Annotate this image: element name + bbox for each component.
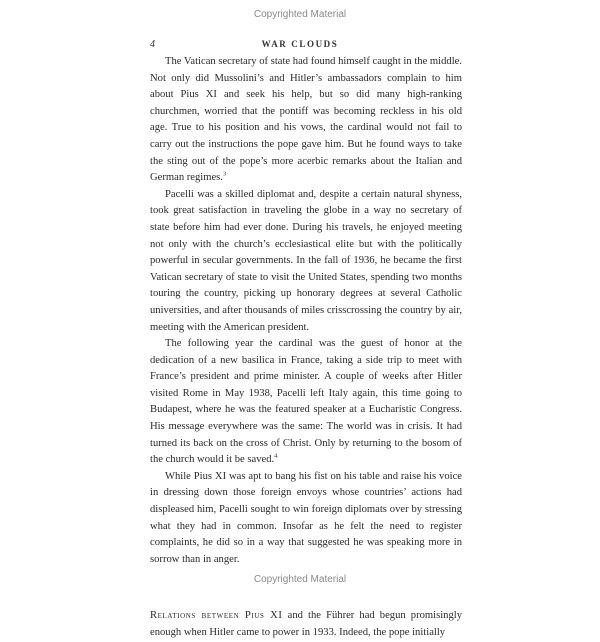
footnote-marker-4: 4 xyxy=(274,452,278,460)
paragraph-3 xyxy=(150,336,462,469)
paragraph-2: Pacelli was a skilled diplomat and, despite a certain natural shyness, took great satisfaction in traveling the globe in a way no secretary of state before him had ever done. During his travels, he enjoyed meeting not only with the church’s ecclesiastical elite but with the politically powerful in secular governments. In the fall of 1936, he became the first Vatican secretary of state to visit the United States, spending two months touring the country, picking up honorary degrees at several Catholic universities, and after thousands of miles crisscrossing the country by air, meeting with the American president. xyxy=(150,188,462,333)
paragraph-1 xyxy=(150,54,462,187)
page-body xyxy=(150,54,462,642)
paragraph-3-text: The following year the cardinal was the guest of honor at the dedication of a new basilica in France, taking a side trip to meet with France’s president and prime minister. A couple of weeks after Hitler visited Rome in May 1938, Pacelli left Italy again, this time going to Budapest, where he was the featured speaker at a Eucharistic Congress. His message everywhere was the same: The world was in crisis. It had turned its back on the cross of Christ. Only by returning to the bosom of the church would it be saved. xyxy=(150,338,462,466)
paragraph-1-text: The Vatican secretary of state had found himself caught in the middle. Not only did Mussolini’s and Hitler’s ambassadors complain to him about Pius XI and seek his help, but so did many high-ranking churchmen, worried that the pontiff was becoming reckless in his old age. True to his position and his vows, the cardinal would not fail to carry out the instructions the pope gave him. But he found ways to take the sting out of the pope’s more acerbic remarks about the Italian and German regimes. xyxy=(150,56,462,184)
footnote-marker-3: 3 xyxy=(222,170,227,178)
copyright-watermark-bottom: Copyrighted Material xyxy=(253,574,347,585)
paragraph-4: While Pius XI was apt to bang his fist on his table and raise his voice in dressing down those foreign envoys whose countries’ actions had displeased him, Pacelli sought to win foreign diplomats over by stressing what they had in common. Insofar as he felt the need to register complaints, he did so in a way that suggested he was speaking more in sorrow than in anger. xyxy=(150,470,462,565)
page-number: 4 xyxy=(150,39,155,50)
paragraph-5 xyxy=(150,608,462,641)
copyright-watermark-top: Copyrighted Material xyxy=(253,9,347,20)
section-lead-in: Relations between Pius XI xyxy=(150,610,283,622)
paragraph-5-text: and the Führer had begun promisingly enough when Hitler came to power in 1933. Indeed, the pope initially xyxy=(150,610,462,638)
running-head: WAR CLOUDS xyxy=(261,39,339,49)
